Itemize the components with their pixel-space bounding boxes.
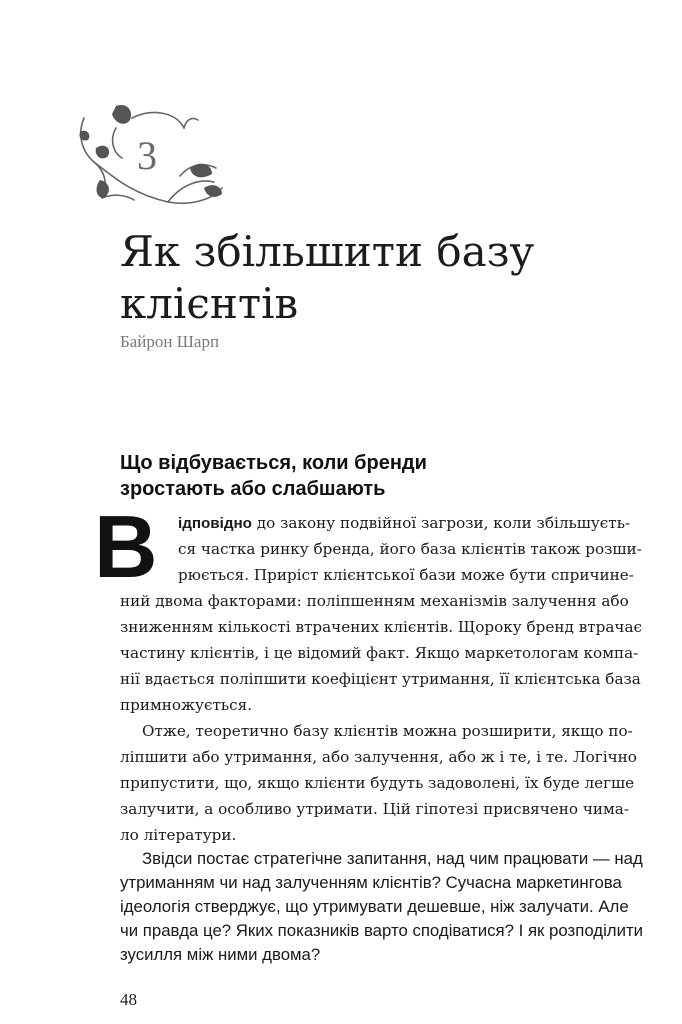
paragraph-line: зниженням кількості втрачених клієнтів. Щороку бренд втрачає bbox=[120, 618, 643, 636]
paragraph-line: ліпшити або утримання, або залучення, або ж і те, і те. Логічно bbox=[120, 748, 637, 766]
paragraph-line bbox=[178, 510, 630, 536]
chapter-number: 3 bbox=[137, 133, 157, 178]
paragraph-line: залучити, а особливо утримати. Цій гіпотезі присвячено чима- bbox=[120, 800, 629, 818]
page-number: 48 bbox=[120, 990, 137, 1009]
paragraph-line: ло літератури. bbox=[120, 826, 237, 844]
paragraph-line: рюється. Приріст клієнтської бази може бути спричине- bbox=[178, 566, 634, 584]
paragraph-line: Отже, теоретично базу клієнтів можна розширити, якщо по- bbox=[142, 722, 633, 740]
section-heading bbox=[120, 450, 560, 502]
paragraph-line: припустити, що, якщо клієнти будуть задоволені, їх буде легше bbox=[120, 774, 635, 792]
paragraph-line: частину клієнтів, і це відомий факт. Якщо маркетологам компа- bbox=[120, 644, 639, 662]
section-heading-line: зростають або слабшають bbox=[120, 478, 386, 500]
chapter-title-line: клієнтів bbox=[120, 279, 299, 328]
paragraph-line: утриманням чи над залученням клієнтів? Сучасна маркетингова bbox=[120, 873, 622, 892]
paragraph-line: ідеологія стверджує, що утримувати дешевше, ніж залучати. Але bbox=[120, 897, 629, 916]
paragraph-line: нії вдається поліпшити коефіцієнт утримання, її клієнтська база bbox=[120, 670, 641, 688]
paragraph-text: до закону подвійної загрози, коли збільшуєть- bbox=[251, 514, 631, 532]
paragraph-line: зусилля між ними двома? bbox=[120, 945, 321, 964]
author-name: Байрон Шарп bbox=[120, 332, 220, 351]
paragraph-line: ся частка ринку бренда, його база клієнтів також розши- bbox=[178, 540, 642, 558]
lead-word: ідповідно bbox=[178, 515, 252, 532]
drop-cap: В bbox=[94, 497, 158, 596]
paragraph-line: чи правда це? Яких показників варто сподіватися? І як розподілити bbox=[120, 921, 644, 940]
paragraph-line: примножується. bbox=[120, 696, 253, 714]
paragraph-line: Звідси постає стратегічне запитання, над чим працювати — над bbox=[142, 849, 643, 868]
chapter-title-line: Як збільшити базу bbox=[120, 227, 535, 276]
chapter-title bbox=[120, 226, 560, 330]
section-heading-line: Що відбувається, коли бренди bbox=[120, 452, 427, 474]
paragraph-line: ний двома факторами: поліпшенням механізмів залучення або bbox=[120, 592, 629, 610]
